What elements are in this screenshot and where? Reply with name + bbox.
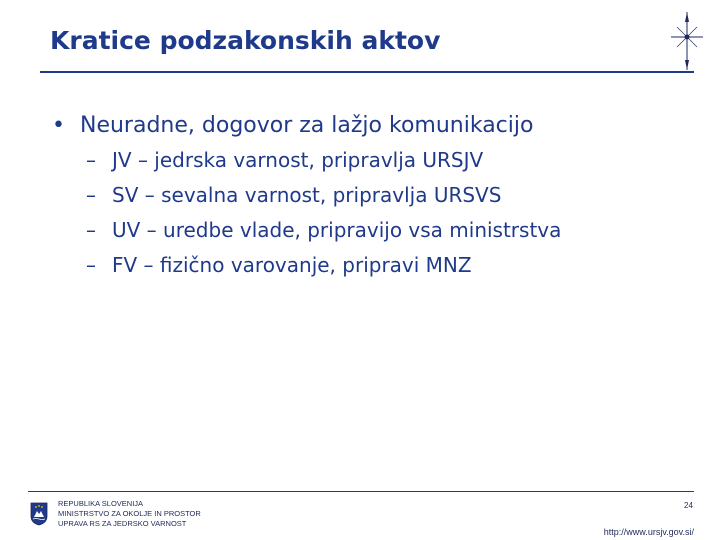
bullet-item bbox=[52, 112, 533, 140]
sub-item-dash: – bbox=[86, 183, 96, 207]
footer-url-link[interactable]: http://www.ursjv.gov.si/ bbox=[603, 527, 694, 537]
bullet-dot-icon: • bbox=[52, 113, 65, 138]
sub-item-text: SV – sevalna varnost, pripravlja URSVS bbox=[112, 183, 502, 207]
sub-item-fv bbox=[86, 252, 472, 278]
compass-logo-icon bbox=[667, 10, 707, 72]
slovenia-crest-icon bbox=[30, 502, 48, 526]
sub-item-dash: – bbox=[86, 253, 96, 277]
sub-item-sv bbox=[86, 182, 501, 208]
sub-item-jv bbox=[86, 147, 483, 173]
sub-item-text: FV – fizično varovanje, pripravi MNZ bbox=[112, 253, 472, 277]
sub-item-text: JV – jedrska varnost, pripravlja URSJV bbox=[112, 148, 484, 172]
sub-item-dash: – bbox=[86, 218, 96, 242]
sub-item-uv bbox=[86, 217, 561, 243]
footer-line: UPRAVA RS ZA JEDRSKO VARNOST bbox=[58, 519, 187, 528]
page-number: 24 bbox=[684, 501, 693, 510]
bullet-text: Neuradne, dogovor za lažjo komunikacijo bbox=[80, 113, 534, 138]
footer-line: REPUBLIKA SLOVENIJA bbox=[58, 499, 144, 508]
sub-item-dash: – bbox=[86, 148, 96, 172]
sub-item-text: UV – uredbe vlade, pripravijo vsa ministrstva bbox=[112, 218, 562, 242]
page-title: Kratice podzakonskih aktov bbox=[50, 26, 441, 55]
footer-divider bbox=[28, 491, 694, 492]
footer-organization bbox=[58, 499, 201, 529]
title-divider bbox=[40, 71, 694, 73]
footer-line: MINISTRSTVO ZA OKOLJE IN PROSTOR bbox=[58, 509, 201, 518]
